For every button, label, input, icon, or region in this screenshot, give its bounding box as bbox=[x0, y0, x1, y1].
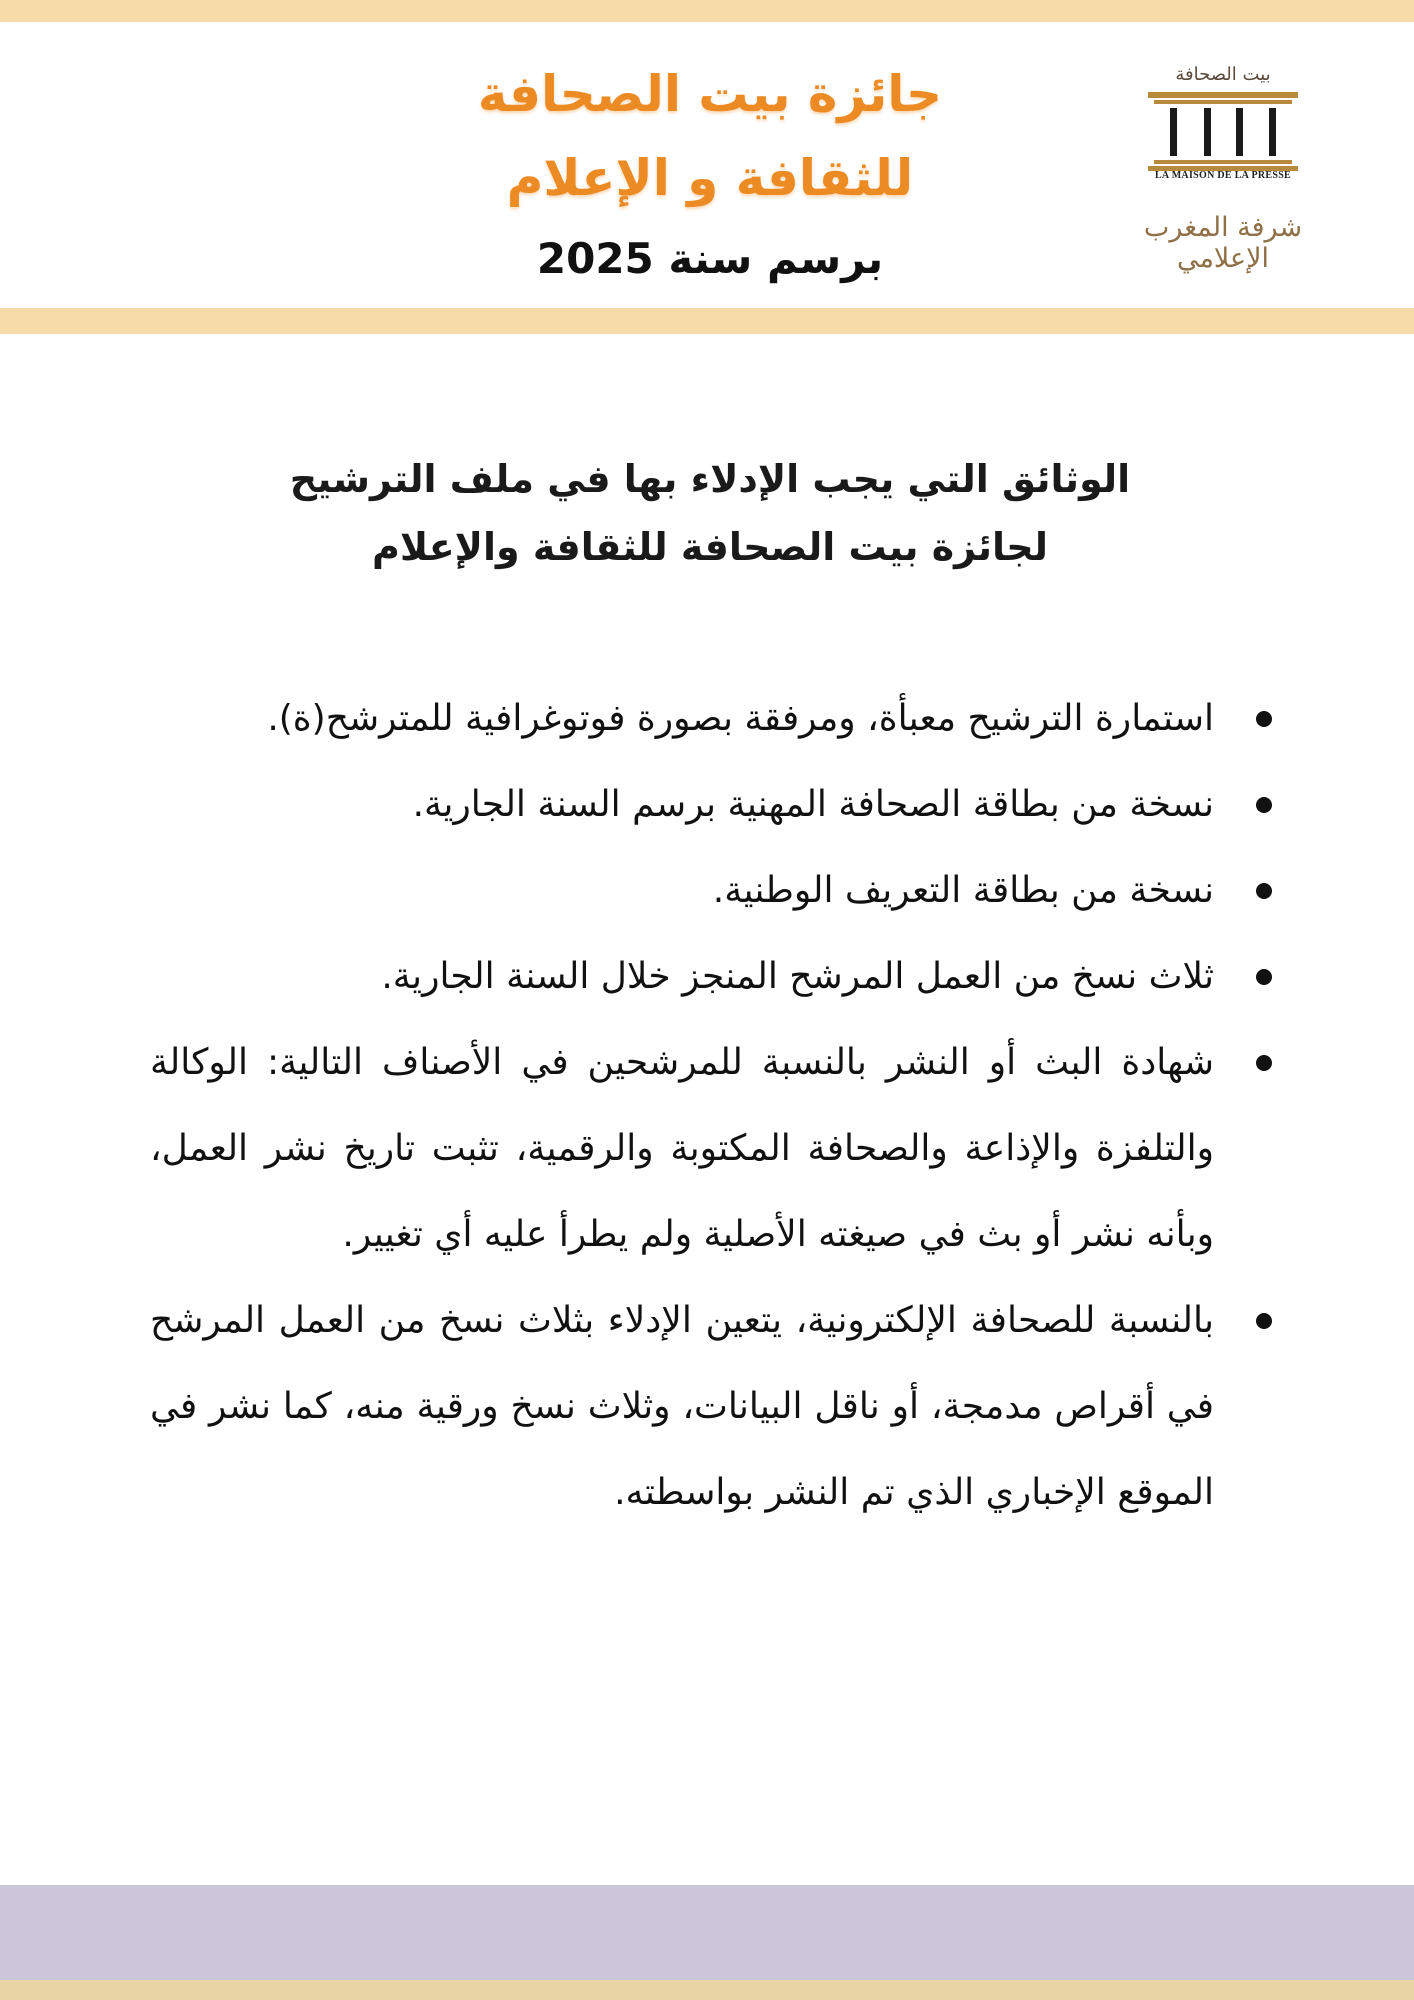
list-item-text: بالنسبة للصحافة الإلكترونية، يتعين الإدلاء بثلاث نسخ من العمل المرشح في أقراص مدمجة، أو ناقل البيانات، وثلاث نسخ ورقية منه، كما نشر في الموقع الإخباري الذي تم النشر بواسطته. bbox=[150, 1300, 1214, 1513]
award-title bbox=[380, 52, 1040, 294]
documents-heading-line-1: الوثائق التي يجب الإدلاء بها في ملف الترشيح bbox=[289, 457, 1131, 501]
bullet-icon bbox=[1256, 969, 1272, 985]
list-item bbox=[150, 1278, 1278, 1536]
list-item-text: نسخة من بطاقة التعريف الوطنية. bbox=[712, 870, 1214, 911]
award-year: برسم سنة 2025 bbox=[536, 234, 884, 283]
list-item-text: ثلاث نسخ من العمل المرشح المنجز خلال السنة الجارية. bbox=[381, 956, 1214, 997]
emblem-column-1 bbox=[1170, 108, 1177, 156]
list-item-text: نسخة من بطاقة الصحافة المهنية برسم السنة الجارية. bbox=[412, 784, 1214, 825]
required-documents-list bbox=[150, 676, 1278, 1536]
documents-heading bbox=[180, 445, 1240, 581]
award-title-line-2: للثقافة و الإعلام bbox=[506, 149, 914, 207]
bullet-icon bbox=[1256, 1055, 1272, 1071]
award-title-line-1: جائزة بيت الصحافة bbox=[477, 65, 943, 123]
footer-panel bbox=[0, 1885, 1414, 1980]
bullet-icon bbox=[1256, 883, 1272, 899]
documents-heading-line-2: لجائزة بيت الصحافة للثقافة والإعلام bbox=[372, 525, 1048, 569]
emblem-base-top bbox=[1154, 160, 1292, 164]
header-decor-band bbox=[0, 308, 1414, 334]
list-item bbox=[150, 934, 1278, 1020]
page-header bbox=[0, 22, 1414, 308]
maison-de-la-presse-logo bbox=[1098, 44, 1348, 274]
columns-emblem-icon bbox=[1146, 90, 1300, 172]
emblem-roof bbox=[1148, 92, 1298, 98]
logo-arabic-name: بيت الصحافة bbox=[1175, 64, 1271, 85]
list-item bbox=[150, 1020, 1278, 1278]
list-item-text: شهادة البث أو النشر بالنسبة للمرشحين في الأصناف التالية: الوكالة والتلفزة والإذاعة والصحافة المكتوبة والرقمية، تثبت تاريخ نشر العمل، وبأنه نشر أو بث في صيغته الأصلية ولم يطرأ عليه أي تغيير. bbox=[150, 1042, 1214, 1255]
emblem-column-2 bbox=[1204, 108, 1211, 156]
top-decor-band bbox=[0, 0, 1414, 22]
logo-french-name: LA MAISON DE LA PRESSE bbox=[1154, 170, 1292, 181]
list-item bbox=[150, 762, 1278, 848]
bullet-icon bbox=[1256, 797, 1272, 813]
emblem-column-3 bbox=[1236, 108, 1243, 156]
bullet-icon bbox=[1256, 1313, 1272, 1329]
list-item bbox=[150, 676, 1278, 762]
list-item bbox=[150, 848, 1278, 934]
emblem-architrave bbox=[1154, 100, 1292, 104]
list-item-text: استمارة الترشيح معبأة، ومرفقة بصورة فوتوغرافية للمترشح(ة). bbox=[267, 698, 1214, 739]
logo-caption: شرفة المغرب الإعلامي bbox=[1143, 212, 1303, 274]
bottom-decor-band bbox=[0, 1980, 1414, 2000]
emblem-column-4 bbox=[1269, 108, 1276, 156]
bullet-icon bbox=[1256, 711, 1272, 727]
